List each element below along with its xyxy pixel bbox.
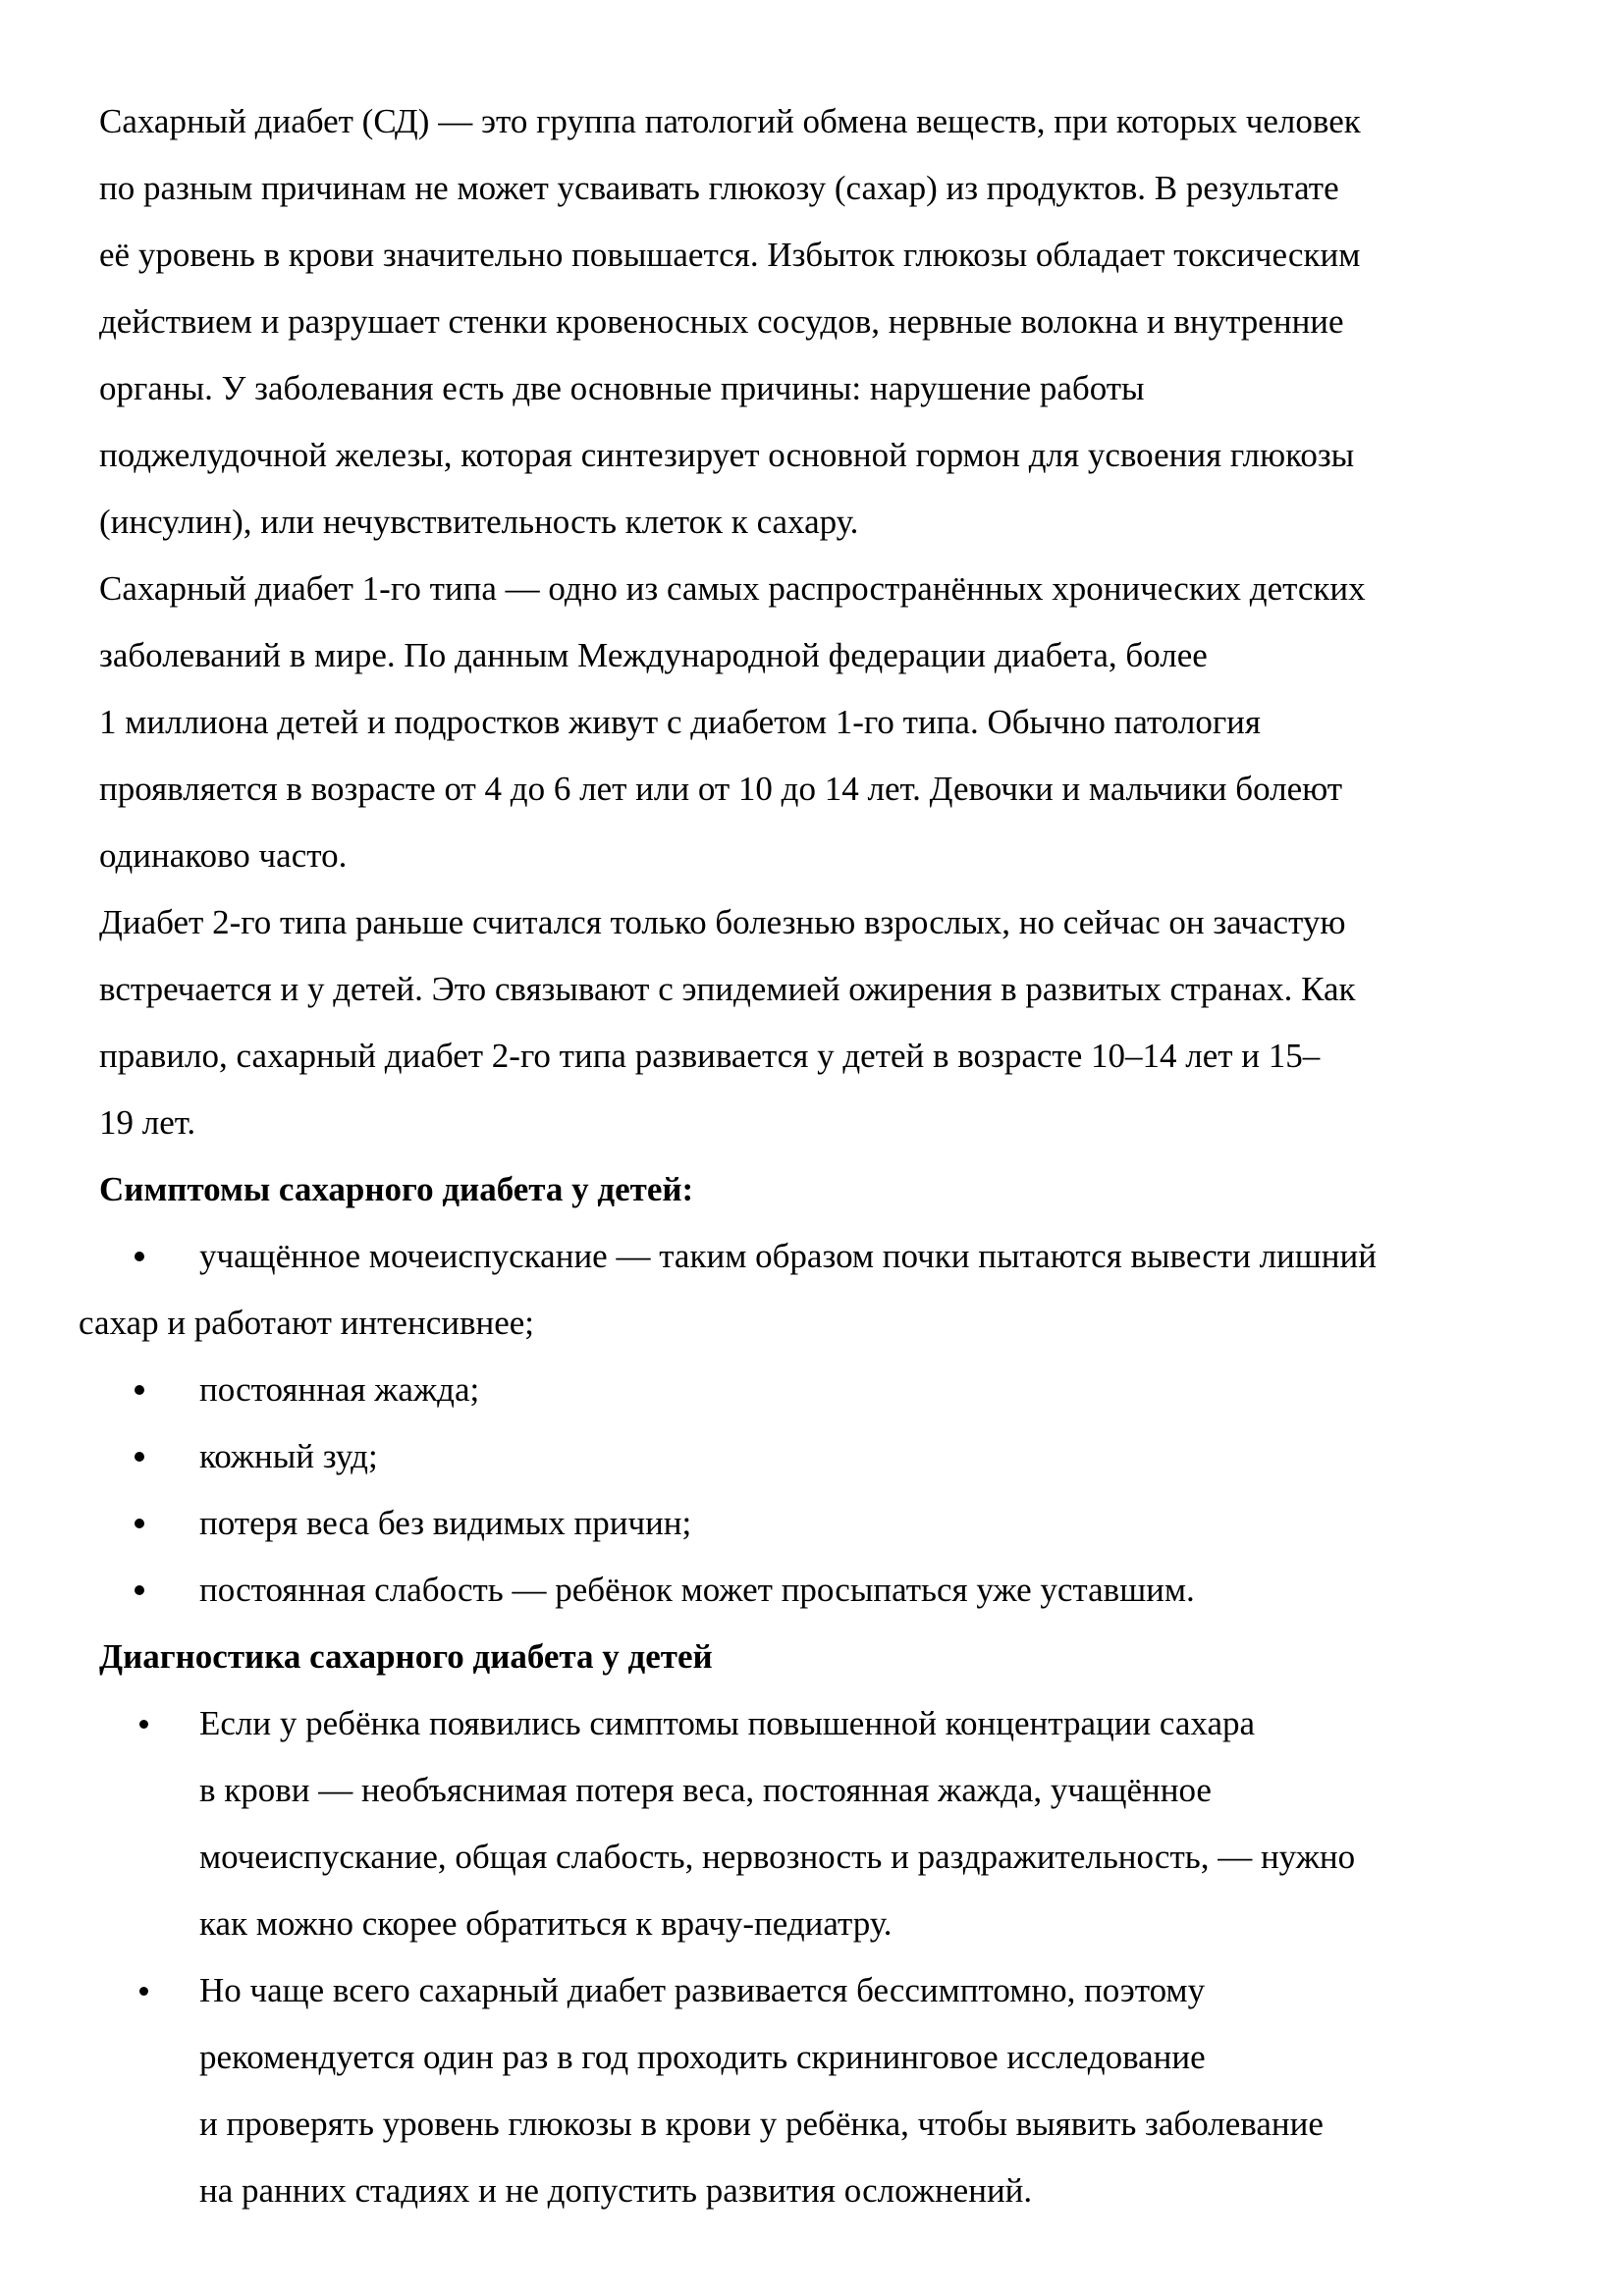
type1-line: Сахарный диабет 1-го типа — одно из самых распространённых хронических детских [99,569,1366,608]
type1-line: одинаково часто. [99,836,348,875]
intro-line: её уровень в крови значительно повышается. Избыток глюкозы обладает токсическим [99,236,1361,274]
bullet-icon [135,1519,144,1528]
list-item-text: в крови — необъяснимая потеря веса, постоянная жажда, учащённое [199,1771,1212,1809]
type1-line: проявляется в возрасте от 4 до 6 лет или от 10 до 14 лет. Девочки и мальчики болеют [99,770,1343,808]
list-item-text: сахар и работают интенсивнее; [79,1304,535,1342]
list-item-text: постоянная слабость — ребёнок может просыпаться уже уставшим. [199,1571,1195,1609]
list-item-text: на ранних стадиях и не допустить развития осложнений. [199,2171,1033,2210]
list-item-text: как можно скорее обратиться к врачу-педиатру. [199,1904,893,1943]
bullet-icon [135,1452,144,1462]
bullet-icon [139,1720,148,1729]
type2-line: 19 лет. [99,1103,196,1142]
bullet-icon [135,1252,144,1261]
list-item-text: рекомендуется один раз в год проходить скрининговое исследование [199,2038,1206,2076]
intro-line: по разным причинам не может усваивать глюкозу (сахар) из продуктов. В результате [99,169,1339,207]
intro-line: Сахарный диабет (СД) — это группа патологий обмена веществ, при которых человек [99,102,1361,140]
symptoms-heading: Симптомы сахарного диабета у детей: [99,1170,694,1208]
type1-line: заболеваний в мире. По данным Международной федерации диабета, более [99,636,1208,674]
diagnostics-heading: Диагностика сахарного диабета у детей [99,1637,713,1676]
list-item-text: кожный зуд; [199,1437,378,1475]
list-item-text: Но чаще всего сахарный диабет развивается бессимптомно, поэтому [199,1971,1206,2009]
list-item-text: мочеиспускание, общая слабость, нервозность и раздражительность, — нужно [199,1838,1356,1876]
type1-line: 1 миллиона детей и подростков живут с диабетом 1-го типа. Обычно патология [99,703,1262,741]
list-item-text: постоянная жажда; [199,1370,480,1409]
list-item-text: учащённое мочеиспускание — таким образом почки пытаются вывести лишний [199,1237,1377,1275]
intro-line: (инсулин), или нечувствительность клеток к сахару. [99,503,859,541]
intro-line: поджелудочной железы, которая синтезирует основной гормон для усвоения глюкозы [99,436,1355,474]
type2-line: Диабет 2-го типа раньше считался только болезнью взрослых, но сейчас он зачастую [99,903,1346,941]
list-item-text: Если у ребёнка появились симптомы повышенной концентрации сахара [199,1704,1256,1742]
bullet-icon [135,1385,144,1395]
type2-line: встречается и у детей. Это связывают с эпидемией ожирения в развитых странах. Как [99,970,1356,1008]
type2-line: правило, сахарный диабет 2-го типа развивается у детей в возрасте 10–14 лет и 15– [99,1037,1321,1075]
list-item-text: потеря веса без видимых причин; [199,1504,692,1542]
intro-line: органы. У заболевания есть две основные причины: нарушение работы [99,369,1145,407]
list-item-text: и проверять уровень глюкозы в крови у ребёнка, чтобы выявить заболевание [199,2105,1324,2143]
intro-line: действием и разрушает стенки кровеносных сосудов, нервные волокна и внутренние [99,302,1344,341]
bullet-icon [139,1987,148,1996]
bullet-icon [135,1585,144,1595]
